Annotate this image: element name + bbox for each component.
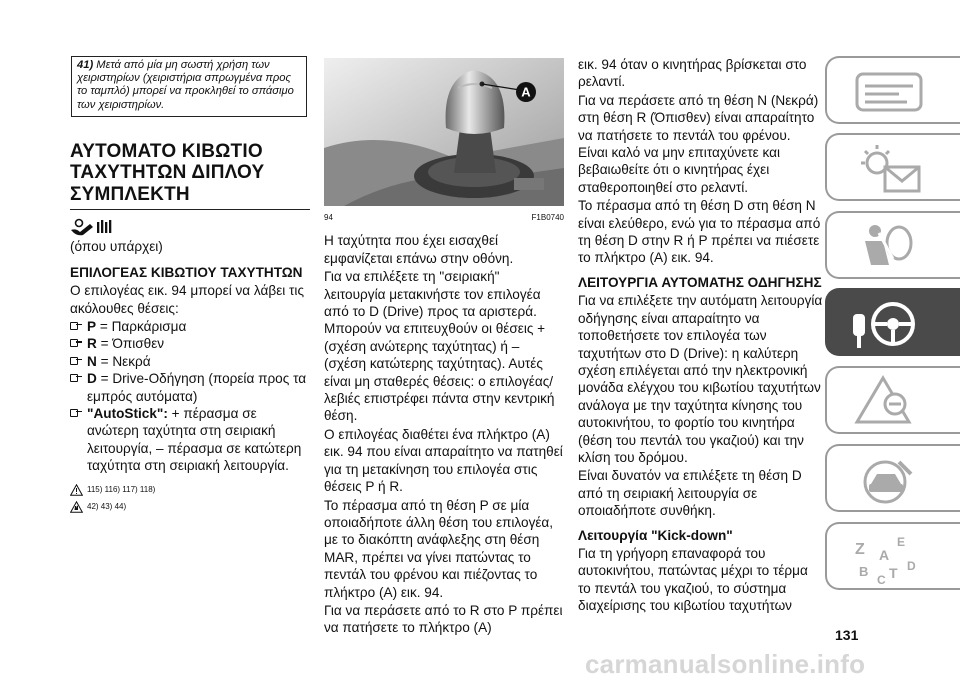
svg-text:B: B: [859, 564, 869, 579]
gear-selector-heading: ΕΠΙΛΟΓΕΑΣ ΚΙΒΩΤΙΟΥ ΤΑΧΥΤΗΤΩΝ: [70, 264, 303, 280]
steering-wheel-icon: [849, 296, 929, 352]
list-item-d: D = Drive-Οδήγηση (πορεία προς τα εμπρός αυτόματα): [70, 370, 310, 405]
svg-text:A: A: [879, 547, 890, 563]
kickdown-heading: Λειτουργία "Kick-down": [578, 527, 733, 543]
col2-paragraph: Για να επιλέξετε τη "σειριακή" λειτουργία μετακινήστε τον επιλογέα από το D (Drive) προς τα αριστερά. Μπορούν να επιτευχθούν οι θέσεις + (σχέση ανώτερης ταχύτητας) ή – (σχέση κατώτερης ταχύτητας). Αυτές είναι μη σταθερές θέσεις: ο επιλογέας/λεβιές επιστρέφει πάντα στην κεντρική θέση.: [324, 269, 555, 424]
column-3: [578, 56, 823, 616]
warning-triangle-icon: [70, 484, 83, 496]
callout-a: A: [521, 84, 531, 100]
note-text: Μετά από μία μη σωστή χρήση των χειριστηρίων (χειριστήρια σπρωγμένα προς το ταμπλό) μπορεί να προκληθεί το σπάσιμο των χειριστηρίων.: [77, 59, 294, 111]
col2-paragraph: Η ταχύτητα που έχει εισαχθεί εμφανίζεται επάνω στην οθόνη.: [324, 233, 514, 266]
col3-paragraph: Είναι δυνατόν να επιλέξετε τη θέση D από τη σειριακή λειτουργία σε οποιαδήποτε συνθήκη.: [578, 468, 802, 519]
col2-paragraph: Ο επιλογέας διαθέτει ένα πλήκτρο (A) εικ. 94 που είναι απαραίτητο να πατηθεί για τη μετακίνηση του επιλογέα στις θέσεις P ή R.: [324, 426, 563, 495]
svg-text:Z: Z: [855, 541, 865, 558]
col3-paragraph: Για να επιλέξετε την αυτόματη λειτουργία οδήγησης είναι απαραίτητο να τοποθετήσετε τον επιλογέα των ταχυτήτων στο D (Drive): η καλύτερη σχέση επιλέγεται από την ηλεκτρονική μονάδα ελέγχου του κιβωτίου ταχυτήτων ανάλογα με την ταχύτητα κίνησης του αυτοκινήτου, το φορτίο του κινητήρα (θέση του πεντάλ του γκαζιού) και την κλίση του δρόμου.: [578, 293, 823, 465]
automatic-drive-heading: ΛΕΙΤΟΥΡΓΙΑ ΑΥΤΟΜΑΤΗΣ ΟΔΗΓΗΣΗΣ: [578, 274, 822, 290]
gear-selector-intro: Ο επιλογέας εικ. 94 μπορεί να λάβει τις ακόλουθες θέσεις:: [70, 283, 305, 316]
tab-index[interactable]: [825, 522, 960, 590]
col2-paragraph: Το πέρασμα από τη θέση P σε μία οποιαδήποτε άλλη θέση του επιλογέα, με το διακόπτη ανάφλεξης στη θέση MAR, πρέπει να γίνει πατώντας το πεντάλ του φρένου και πιέζοντας το πλήκτρο (A) εικ. 94.: [324, 497, 554, 600]
svg-text:D: D: [907, 559, 916, 573]
figure-code: F1B0740: [531, 213, 564, 222]
column-1: [70, 56, 310, 514]
col3-paragraph: Για τη γρήγορη επαναφορά του αυτοκινήτου, πατώντας μέχρι το τέρμα το πεντάλ του γκαζιού, το σύστημα διαχείρισης του κιβωτίου ταχυτήτων: [578, 545, 808, 614]
footer-watermark: carmanualsonline.info: [585, 649, 866, 679]
list-item-p: P = Παρκάρισμα: [70, 318, 310, 335]
tab-emergency[interactable]: [825, 366, 960, 434]
tab-warning-lights[interactable]: [825, 133, 960, 201]
page-number: 131: [835, 627, 859, 643]
col3-paragraph: Για να περάσετε από τη θέση N (Νεκρά) στη θέση R (Όπισθεν) είναι απαραίτητο να πατήσετε το πεντάλ του φρένου. Είναι καλό να μην επιταχύνετε και βεβαιωθείτε ότι ο κινητήρας έχει σταθεροποιηθεί στο ρελαντί.: [578, 92, 819, 195]
column-2: [324, 58, 564, 638]
bullet-icon: [70, 357, 83, 366]
bullet-icon: [70, 374, 83, 383]
tab-dashboard[interactable]: [825, 56, 960, 124]
figure-number: 94: [324, 213, 333, 222]
dashboard-icon: [849, 64, 929, 120]
figure-caption: [324, 209, 564, 226]
optional-equipment-icon: [70, 216, 310, 238]
gear-selector-photo: [324, 58, 564, 206]
list-item-r: R = Όπισθεν: [70, 335, 310, 352]
svg-text:C: C: [877, 573, 886, 586]
bullet-icon: [70, 409, 83, 418]
svg-text:E: E: [897, 535, 906, 549]
svg-text:T: T: [889, 565, 898, 581]
index-letters-icon: [849, 530, 929, 586]
tab-safety[interactable]: [825, 211, 960, 279]
chapter-tabs: [840, 56, 960, 601]
col3-paragraph: Το πέρασμα από τη θέση D στη θέση N είναι ελεύθερο, ενώ για το πέρασμα από τη θέση D στην R ή P πρέπει να πιέσετε το πλήκτρο (A) εικ. 94.: [578, 198, 821, 266]
col2-paragraph: Για να περάσετε από το R στο P πρέπει να πατήσετε το πλήκτρο (A): [324, 602, 563, 636]
warning-refs: 115) 116) 117) 118): [70, 483, 310, 497]
note-number: 41): [77, 59, 94, 71]
tab-starting-driving[interactable]: [825, 288, 960, 356]
list-item-autostick: "AutoStick": + πέρασμα σε ανώτερη ταχύτητα στη σειριακή λειτουργία, – πέρασμα σε κατώτερη ταχύτητα στη σειριακή λειτουργία.: [70, 405, 310, 475]
breakdown-triangle-icon: [849, 374, 929, 430]
note-box: [71, 56, 307, 117]
availability-note: (όπου υπάρχει): [70, 239, 163, 255]
list-item-n: N = Νεκρά: [70, 353, 310, 370]
caution-hand-icon: [70, 501, 83, 513]
tab-maintenance[interactable]: [825, 444, 960, 512]
safety-airbag-icon: [849, 219, 929, 275]
col3-paragraph: εικ. 94 όταν ο κινητήρας βρίσκεται στο ρελαντί.: [578, 57, 807, 90]
bullet-icon: [70, 339, 83, 348]
section-title: ΑΥΤΟΜΑΤΟ ΚΙΒΩΤΙΟ ΤΑΧΥΤΗΤΩΝ ΔΙΠΛΟΥ ΣΥΜΠΛΕΚΤΗ: [70, 141, 310, 211]
maintenance-car-icon: [849, 452, 929, 508]
warning-lights-icon: [849, 141, 929, 197]
caution-refs: 42) 43) 44): [70, 500, 310, 514]
bullet-icon: [70, 322, 83, 331]
